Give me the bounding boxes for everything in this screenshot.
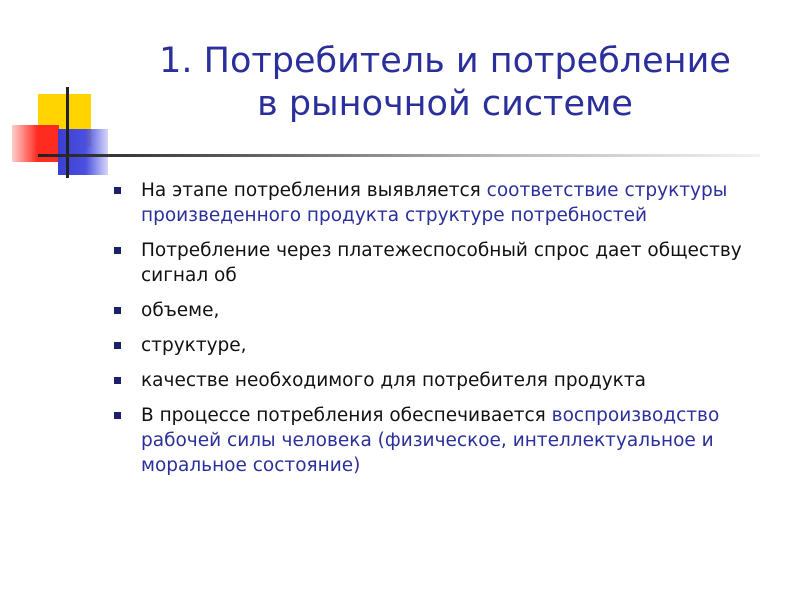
bullet-text: В процессе потребления обеспечивается xyxy=(141,405,552,426)
bullet-item xyxy=(110,178,780,228)
bullet-square-icon xyxy=(114,247,121,254)
decorative-vertical-line xyxy=(66,87,69,178)
bullet-text: объеме, xyxy=(141,300,220,321)
bullet-item xyxy=(110,298,780,323)
bullet-accent-text: соответствие структуры произведенного продукта структуре потребностей xyxy=(141,180,728,226)
bullet-square-icon xyxy=(114,307,121,314)
bullet-item xyxy=(110,403,780,478)
bullet-square-icon xyxy=(114,412,121,419)
bullet-item xyxy=(110,368,780,393)
bullet-square-icon xyxy=(114,342,121,349)
slide-title-line-2: в рыночной системе xyxy=(257,84,633,124)
slide-title xyxy=(110,40,780,126)
bullet-square-icon xyxy=(114,377,121,384)
bullet-text: качестве необходимого для потребителя продукта xyxy=(141,370,646,391)
title-divider-line xyxy=(38,154,760,157)
bullet-text: структуре, xyxy=(141,335,247,356)
bullet-list xyxy=(110,178,780,488)
bullet-item xyxy=(110,238,780,288)
bullet-item xyxy=(110,333,780,358)
bullet-accent-text: воспроизводство рабочей силы человека (физическое, интеллектуальное и моральное состояние) xyxy=(141,405,720,476)
slide-title-line-1: 1. Потребитель и потребление xyxy=(159,41,731,81)
bullet-text: На этапе потребления выявляется xyxy=(141,180,487,201)
bullet-square-icon xyxy=(114,187,121,194)
bullet-text: Потребление через платежеспособный спрос дает обществу сигнал об xyxy=(141,240,742,286)
